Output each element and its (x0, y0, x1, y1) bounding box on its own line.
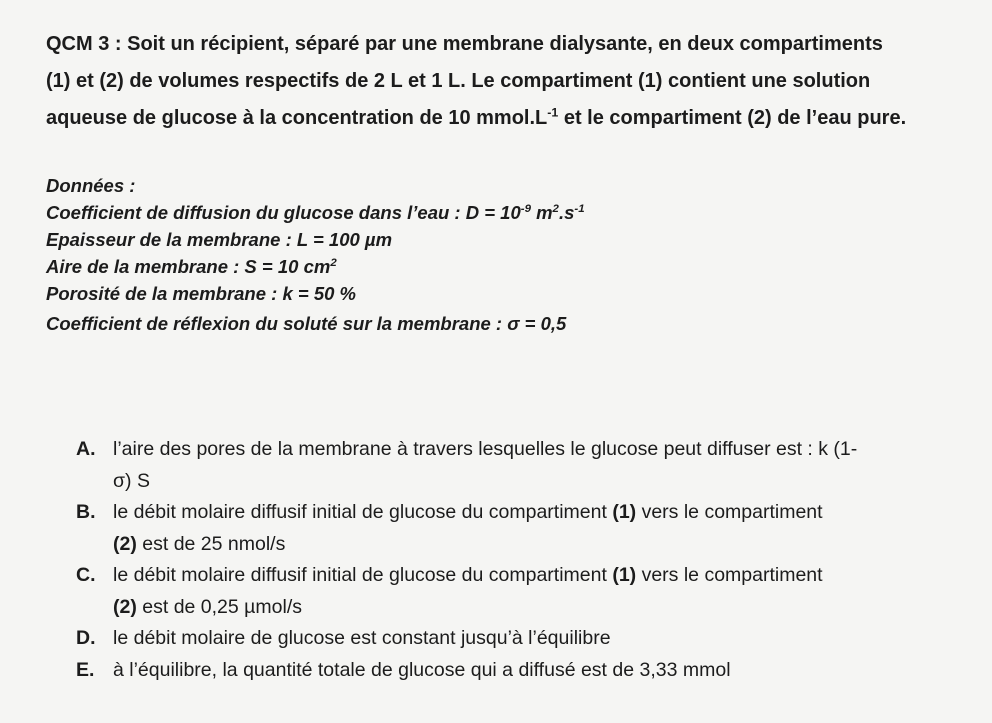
option-text (113, 560, 976, 623)
data-reflection-coefficient: Coefficient de réflexion du soluté sur la membrane : σ = 0,5 (46, 313, 567, 334)
option-text (113, 623, 976, 655)
data-text: .s (558, 202, 575, 223)
question-line: (1) et (2) de volumes respectifs de 2 L et 1 L. Le compartiment (1) contient une solution (46, 70, 871, 92)
compartment-number: (1) (612, 501, 637, 523)
data-text: Aire de la membrane : S = 10 cm (46, 256, 331, 277)
exponent: -1 (547, 105, 559, 120)
data-membrane-porosity: Porosité de la membrane : k = 50 % (46, 283, 357, 304)
data-title: Données : (46, 175, 136, 196)
option-letter: A. (76, 438, 96, 460)
data-text: m (530, 202, 553, 223)
option-a (76, 434, 976, 497)
option-fragment: le débit molaire diffusif initial de glucose du compartiment (113, 501, 613, 523)
option-line: l’aire des pores de la membrane à travers lesquelles le glucose peut diffuser est : k (1- (113, 438, 858, 460)
option-line (113, 592, 976, 624)
exponent: 2 (330, 256, 337, 269)
exponent: -9 (520, 202, 531, 215)
data-membrane-thickness: Epaisseur de la membrane : L = 100 µm (46, 229, 393, 250)
option-letter: B. (76, 501, 96, 523)
data-diffusion-coefficient (46, 199, 946, 226)
data-text: Coefficient de diffusion du glucose dans l’eau : D = 10 (46, 202, 521, 223)
option-line (113, 529, 976, 561)
data-section (46, 172, 946, 337)
compartment-number: (2) (113, 595, 137, 618)
option-fragment: vers le compartiment (636, 564, 823, 586)
question-text: aqueuse de glucose à la concentration de 10 mmol.L (46, 107, 548, 129)
option-fragment: est de 25 nmol/s (136, 532, 286, 555)
option-b (76, 497, 976, 560)
exponent: 2 (552, 202, 559, 215)
option-fragment: vers le compartiment (636, 501, 823, 523)
option-fragment: est de 0,25 µmol/s (136, 595, 302, 618)
option-letter: E. (76, 658, 95, 681)
option-text (113, 655, 976, 687)
data-membrane-area (46, 253, 946, 280)
question-statement (46, 26, 981, 137)
option-line (113, 497, 976, 529)
option-text (113, 434, 976, 497)
question-line: QCM 3 : Soit un récipient, séparé par une membrane dialysante, en deux compartiments (46, 33, 883, 55)
answer-options (76, 434, 976, 686)
option-text (113, 497, 976, 560)
compartment-number: (2) (113, 532, 137, 555)
option-line: σ) S (113, 469, 150, 492)
question-line (46, 100, 981, 137)
option-line (113, 560, 976, 592)
question-text: et le compartiment (2) de l’eau pure. (558, 107, 907, 129)
option-fragment: le débit molaire diffusif initial de glucose du compartiment (113, 564, 613, 586)
exponent: -1 (574, 202, 585, 215)
compartment-number: (1) (612, 564, 637, 586)
option-c (76, 560, 976, 623)
option-line: le débit molaire de glucose est constant jusqu’à l’équilibre (113, 627, 611, 649)
option-d (76, 623, 976, 655)
option-e (76, 655, 976, 687)
option-line: à l’équilibre, la quantité totale de glucose qui a diffusé est de 3,33 mmol (113, 658, 731, 681)
option-letter: D. (76, 627, 96, 649)
option-letter: C. (76, 564, 96, 586)
